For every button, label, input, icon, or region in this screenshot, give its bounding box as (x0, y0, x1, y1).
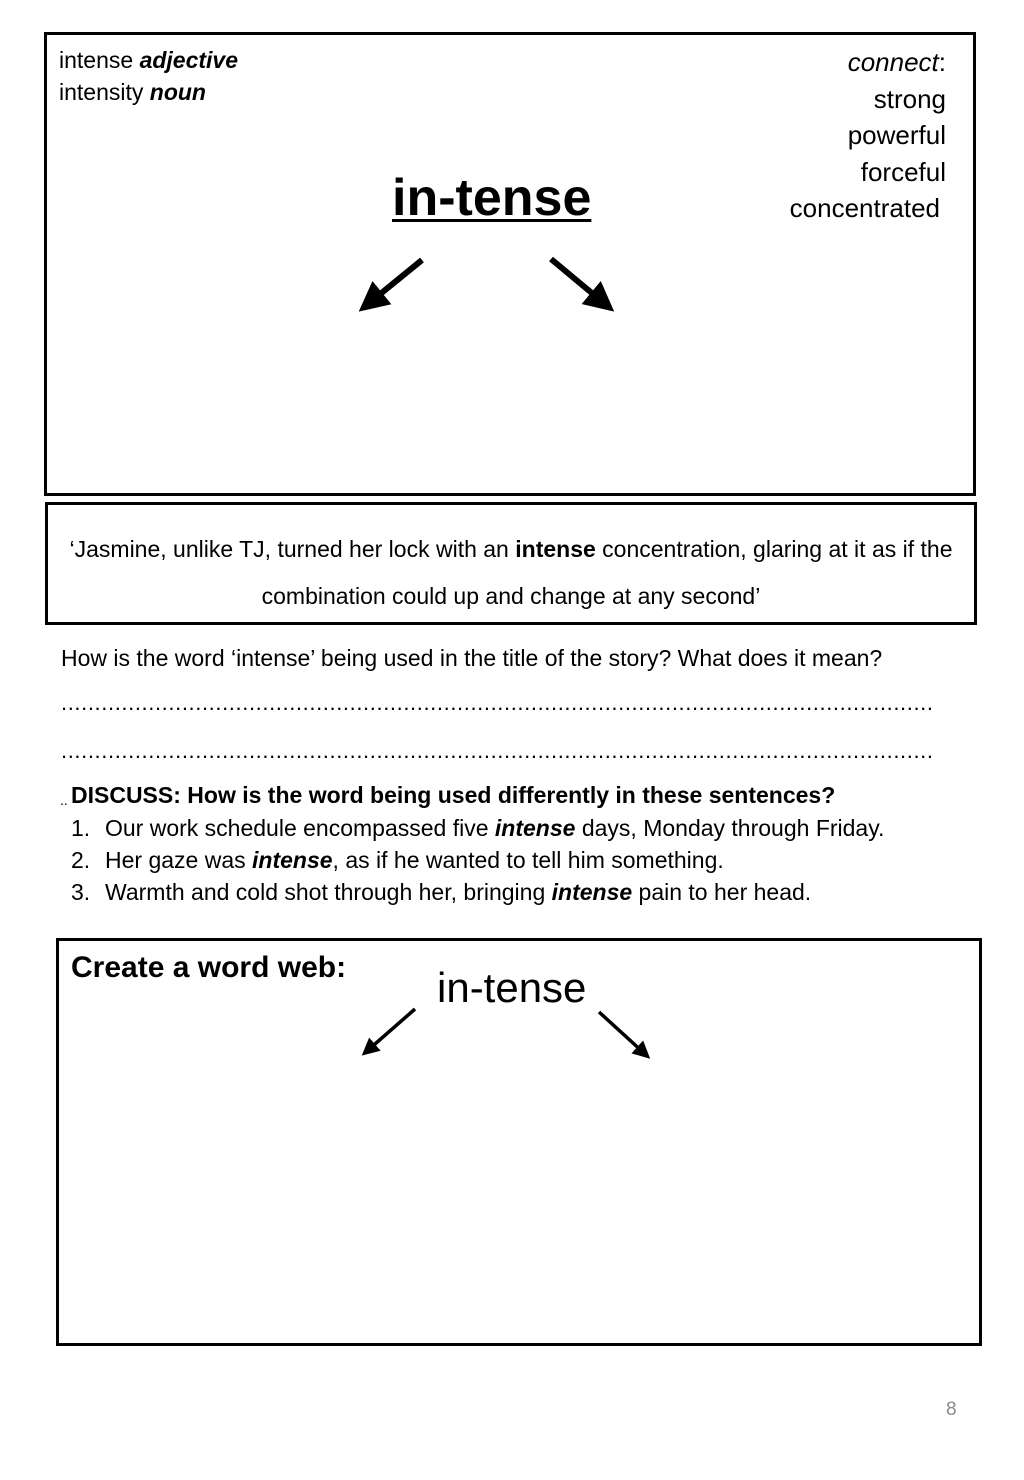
answer-line[interactable]: .................................................................................................................................. (61, 690, 934, 715)
word-form-type: adjective (139, 47, 239, 73)
sentence-key-word: intense (494, 815, 576, 841)
word-web-center-word: in-tense (437, 964, 587, 1011)
word-form-word: intensity (59, 79, 144, 105)
arrow-left-icon (368, 260, 422, 304)
question-text: How is the word ‘intense’ being used in the title of the story? What does it mean? (61, 645, 883, 671)
answer-line: .. (60, 792, 68, 808)
connect-item: concentrated (789, 193, 940, 223)
discuss-heading: DISCUSS: How is the word being used differently in these sentences? (71, 782, 836, 808)
discuss-sentences (71, 812, 884, 908)
sentence-item: 2. Her gaze was intense, as if he wanted to tell him something. (71, 847, 724, 873)
sentence-item: 3. Warmth and cold shot through her, bringing intense pain to her head. (71, 879, 812, 905)
word-form-word: intense (59, 47, 134, 73)
headword: in-tense (392, 169, 592, 227)
story-quote: ‘Jasmine, unlike TJ, turned her lock with an intense concentration, glaring at it as if the combination could up and change at any second’ (69, 536, 953, 609)
quote-key-word: intense (515, 536, 596, 562)
sentence-key-word: intense (551, 879, 633, 905)
sentence-item: 1. Our work schedule encompassed five intense days, Monday through Friday. (71, 815, 885, 841)
page-number: 8 (946, 1399, 957, 1420)
connect-item: forceful (860, 156, 946, 187)
sentence-key-word: intense (252, 847, 333, 873)
word-web-title: Create a word web: (71, 951, 347, 984)
connect-item: strong (873, 83, 946, 114)
word-form-type: noun (149, 79, 206, 105)
arrow-right-icon (551, 259, 605, 304)
answer-line[interactable]: .................................................................................................................................. (61, 738, 934, 763)
connect-heading: connect: (847, 47, 946, 77)
connect-item: powerful (847, 120, 946, 150)
